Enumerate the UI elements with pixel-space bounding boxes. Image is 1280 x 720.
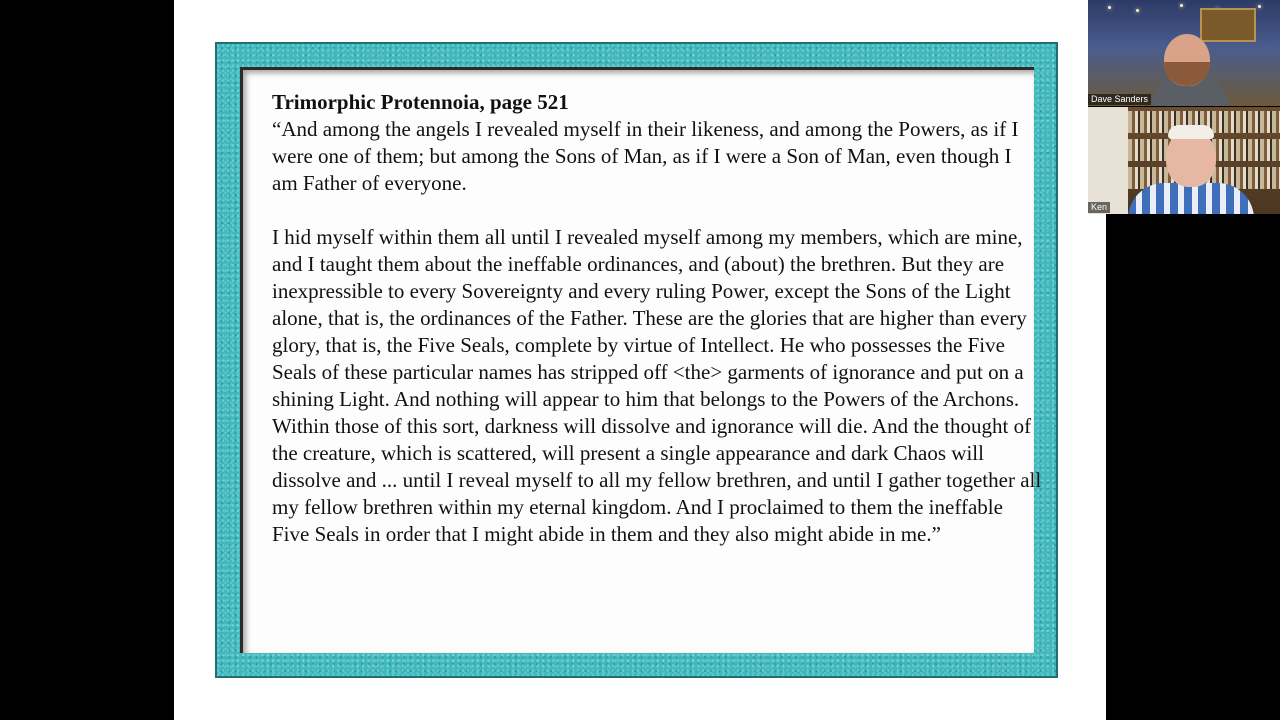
shared-slide (174, 0, 1106, 720)
slide-frame (215, 42, 1058, 678)
decor-light (1180, 4, 1183, 7)
participant-panel (1088, 0, 1280, 214)
slide-title: Trimorphic Protennoia, page 521 (272, 90, 569, 114)
decor-light (1258, 5, 1261, 8)
participant-video-tile[interactable] (1088, 107, 1280, 214)
participant-body (1128, 183, 1254, 214)
quote-paragraph-2: I hid myself within them all until I revealed myself among my members, which are mine, and I taught them about the ineffable ordinances, and (about) the brethren. But they are inexpressible to every Sovereignty and every ruling Power, except the Sons of the Light alone, that is, the ordinances of the Father. These are the glories that are higher than every glory, that is, the Five Seals, complete by virtue of Intellect. He who possesses the Five Seals of these particular names has stripped off <the> garments of ignorance and put on a shining Light. And nothing will appear to him that belongs to the Powers of the Archons. Within those of this sort, darkness will dissolve and ignorance will die. And the thought of the creature, which is scattered, will present a single appearance and dark Chaos will dissolve and ... until I reveal myself to all my fellow brethren, and until I gather together all my fellow brethren within my eternal kingdom. And I proclaimed to them the ineffable Five Seals in order that I might abide in them and they also might abide in me.” (272, 225, 1042, 546)
wall-sign (1200, 8, 1256, 42)
participant-video-tile[interactable] (1088, 0, 1280, 106)
participant-hair (1168, 125, 1214, 139)
participant-name-label: Dave Sanders (1088, 94, 1151, 105)
slide-content-area (240, 67, 1042, 653)
wall (1088, 107, 1128, 214)
decor-light (1108, 6, 1111, 9)
participant-name-label: Ken (1088, 202, 1110, 213)
quote-paragraph-1: “And among the angels I revealed myself in their likeness, and among the Powers, as if I were one of them; but among the Sons of Man, as if I were a Son of Man, even though I am Father of everyone. (272, 117, 1019, 195)
slide-text (272, 89, 1042, 548)
decor-light (1136, 9, 1139, 12)
